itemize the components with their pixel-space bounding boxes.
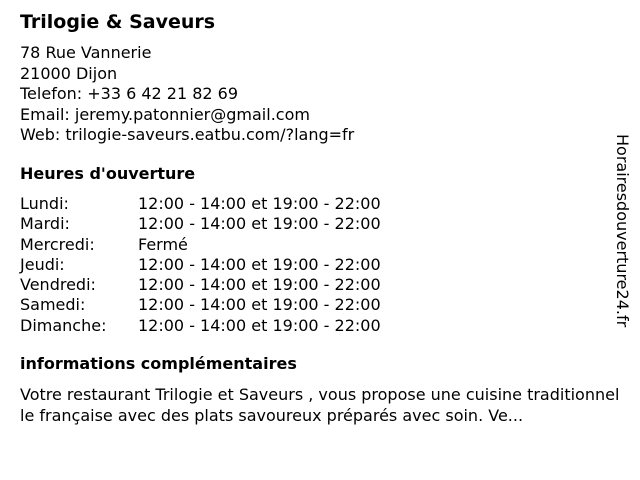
hours-row-vendredi	[20, 275, 381, 295]
day-label: Jeudi:	[20, 254, 65, 274]
day-label: Mercredi:	[20, 234, 95, 254]
day-hours: 12:00 - 14:00 et 19:00 - 22:00	[138, 254, 381, 274]
address-city: 21000 Dijon	[20, 63, 118, 83]
restaurant-description: Votre restaurant Trilogie et Saveurs , vous propose une cuisine traditionnelle française avec des plats savoureux préparés avec soin. Ve...	[20, 385, 620, 425]
business-contact	[20, 43, 354, 146]
website-link[interactable]: Web: trilogie-saveurs.eatbu.com/?lang=fr	[20, 125, 355, 144]
email-address[interactable]: Email: jeremy.patonnier@gmail.com	[20, 104, 310, 124]
day-label: Samedi:	[20, 295, 86, 315]
day-label: Dimanche:	[20, 315, 107, 335]
day-hours: 12:00 - 14:00 et 19:00 - 22:00	[138, 315, 381, 335]
day-hours: 12:00 - 14:00 et 19:00 - 22:00	[138, 194, 381, 213]
additional-info-title: informations complémentaires	[20, 354, 297, 373]
day-label: Mardi:	[20, 214, 70, 234]
day-label: Vendredi:	[20, 275, 96, 295]
site-watermark: Horairesdouverture24.fr	[613, 134, 632, 328]
hours-row-jeudi	[20, 255, 381, 275]
day-hours: 12:00 - 14:00 et 19:00 - 22:00	[138, 295, 381, 315]
hours-row-mercredi	[20, 235, 381, 255]
day-hours: Fermé	[138, 234, 188, 254]
opening-hours-table	[20, 194, 381, 336]
day-hours: 12:00 - 14:00 et 19:00 - 22:00	[138, 214, 381, 234]
day-hours: 12:00 - 14:00 et 19:00 - 22:00	[138, 275, 381, 295]
opening-hours-title: Heures d'ouverture	[20, 164, 196, 183]
day-label: Lundi:	[20, 194, 69, 213]
hours-row-samedi	[20, 295, 381, 315]
phone-number[interactable]: Telefon: +33 6 42 21 82 69	[20, 84, 239, 103]
business-name: Trilogie & Saveurs	[20, 11, 216, 33]
hours-row-dimanche	[20, 316, 381, 336]
hours-row-lundi	[20, 194, 381, 214]
address-street: 78 Rue Vannerie	[20, 43, 152, 62]
hours-row-mardi	[20, 214, 381, 234]
